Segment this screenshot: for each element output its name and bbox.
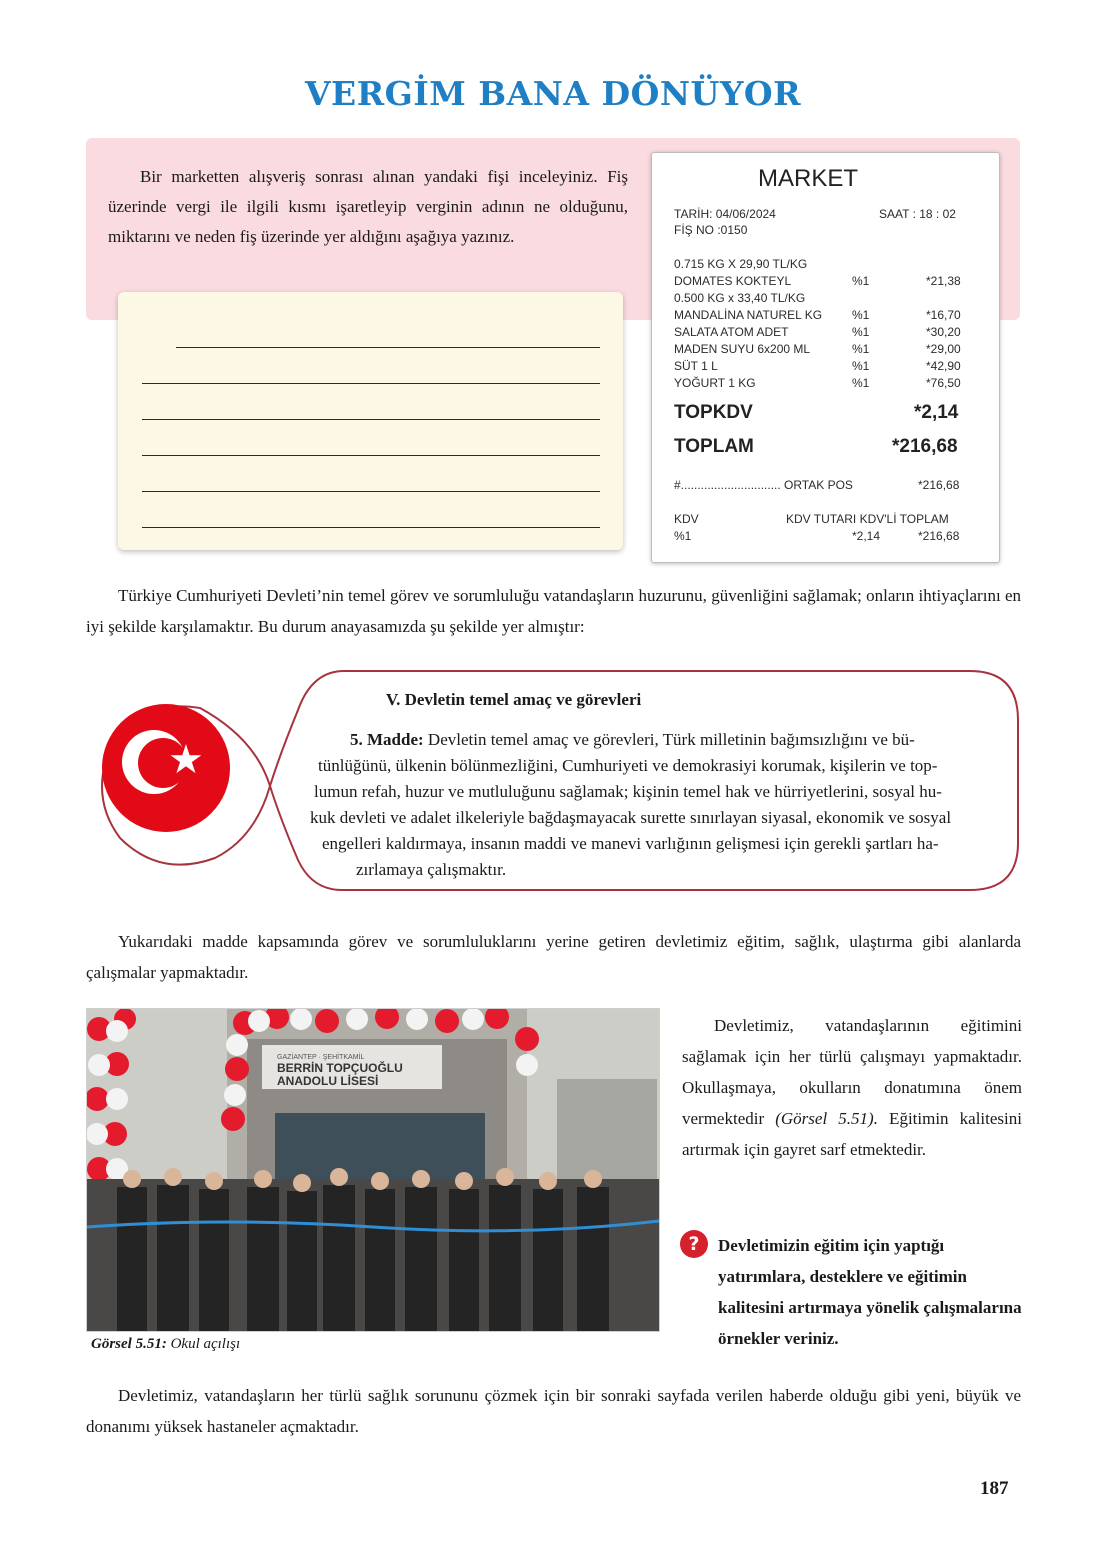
receipt-item-price: *42,90 (926, 359, 961, 373)
receipt (651, 152, 1000, 563)
receipt-item-vat: %1 (852, 359, 870, 373)
receipt-item-detail: 0.715 KG X 29,90 TL/KG (674, 257, 808, 271)
receipt-topkdv-value: *2,14 (914, 402, 959, 423)
education-text-after: Eğitimin kalitesini artırmak için gayret sarf etmektedir. (682, 1109, 1022, 1159)
receipt-kdv-header: KDV (674, 512, 699, 526)
receipt-item-price: *30,20 (926, 325, 961, 339)
article-line: tünlüğünü, ülkenin bölünmezliğini, Cumhuriyeti ve demokrasiyi korumak, kişilerin ve top- (318, 756, 938, 775)
paragraph-services (86, 926, 1021, 988)
receipt-kdv-total: *216,68 (918, 529, 960, 543)
receipt-item-name: SÜT 1 L (674, 359, 718, 373)
receipt-item-name: SALATA ATOM ADET (674, 325, 789, 339)
activity-instructions-text: Bir marketten alışveriş sonrası alınan yandaki fişi inceleyiniz. Fiş üzerinde vergi ile ilgili kısmı işaretleyip verginin adının ne olduğunu, miktarını ve neden fiş üzerinde yer aldığını aşağıya yazınız. (108, 167, 628, 246)
receipt-total-label: TOPLAM (674, 436, 754, 457)
education-paragraph-text (682, 1010, 1022, 1165)
answer-line[interactable] (142, 419, 600, 420)
article-line-text: Devletin temel amaç ve görevleri, Türk milletinin bağımsızlığını ve bü- (423, 730, 915, 749)
paragraph-health-text: Devletimiz, vatandaşların her türlü sağlık sorununu çözmek için bir sonraki sayfada verilen haberde olduğu gibi yeni, büyük ve donanımı yüksek hastaneler açmaktadır. (86, 1386, 1021, 1436)
receipt-item-name: DOMATES KOKTEYL (674, 274, 792, 288)
page-title: VERGİM BANA DÖNÜYOR (304, 74, 802, 113)
school-opening-photo (86, 1008, 660, 1332)
article-line: lumun refah, huzur ve mutluluğunu sağlamak; kişinin temel hak ve hürriyetlerini, sosyal hu- (314, 782, 942, 801)
receipt-pos-value: *216,68 (918, 478, 960, 492)
photo-sign-line1: BERRİN TOPÇUOĞLU (277, 1061, 403, 1075)
question-icon: ? (680, 1230, 708, 1258)
receipt-kdv-amount: *2,14 (852, 529, 881, 543)
paragraph-services-text: Yukarıdaki madde kapsamında görev ve sorumluluklarını yerine getiren devletimiz eğitim, sağlık, ulaştırma gibi alanlarda çalışmalar yapmaktadır. (86, 932, 1021, 982)
education-text-before: Devletimiz, vatandaşlarının eğitimini sağlamak için her türlü çalışmayı yapmaktadır. Okullaşmaya, okulların donatımına önem vermektedir (682, 1016, 1022, 1128)
receipt-item-price: *76,50 (926, 376, 961, 390)
article-line: engelleri kaldırmaya, insanın maddi ve manevi varlığının gelişmesi için gerekli şartları ha- (322, 834, 939, 853)
receipt-kdv-columns: KDV TUTARI KDV'Lİ TOPLAM (786, 512, 949, 526)
article-line: kuk devleti ve adalet ilkeleriyle bağdaşmayacak surette sınırlayan siyasal, ekonomik ve sosyal (310, 808, 952, 827)
photo-illustration (87, 1009, 659, 1331)
education-paragraph (682, 1010, 1022, 1165)
photo-sign-small: GAZİANTEP · ŞEHİTKAMİL (277, 1054, 365, 1061)
caption-label: Görsel 5.51: (91, 1336, 167, 1352)
answer-line[interactable] (142, 491, 600, 492)
receipt-total-value: *216,68 (892, 436, 958, 457)
paragraph-health (86, 1380, 1021, 1442)
answer-line[interactable] (142, 455, 600, 456)
receipt-item-name: MADEN SUYU 6x200 ML (674, 342, 811, 356)
receipt-item-vat: %1 (852, 274, 870, 288)
photo-sign-line2: ANADOLU LİSESİ (277, 1074, 379, 1088)
article-line (350, 727, 915, 753)
receipt-item-price: *21,38 (926, 274, 961, 288)
receipt-item-vat: %1 (852, 325, 870, 339)
photo-reference: (Görsel 5.51). (775, 1109, 878, 1128)
receipt-item-vat: %1 (852, 376, 870, 390)
receipt-topkdv-label: TOPKDV (674, 402, 753, 423)
article-heading: V. Devletin temel amaç ve görevleri (386, 690, 642, 709)
receipt-number: FİŞ NO :0150 (674, 223, 748, 237)
answer-line[interactable] (142, 527, 600, 528)
receipt-item-vat: %1 (852, 342, 870, 356)
paragraph-intro-text: Türkiye Cumhuriyeti Devleti’nin temel görev ve sorumluluğu vatandaşların huzurunu, güvenliğini sağlamak; onların ihtiyaçlarını en iyi şekilde karşılamaktır. Bu durum anayasamızda şu şekilde yer almıştır: (86, 586, 1021, 636)
page-number: 187 (980, 1478, 1009, 1499)
question-text: Devletimizin eğitim için yaptığı yatırımlara, desteklere ve eğitimin kalitesini artırmaya yönelik çalışmalarına örnekler veriniz. (718, 1236, 1022, 1348)
turkish-flag-icon (102, 704, 230, 832)
receipt-time: SAAT : 18 : 02 (879, 207, 956, 221)
receipt-item-vat: %1 (852, 308, 870, 322)
receipt-item-price: *16,70 (926, 308, 961, 322)
activity-instructions (108, 162, 628, 252)
photo-caption (91, 1336, 240, 1353)
receipt-store-name: MARKET (758, 165, 859, 192)
receipt-item-detail: 0.500 KG x 33,40 TL/KG (674, 291, 806, 305)
receipt-item-name: MANDALİNA NATUREL KG (674, 308, 823, 322)
receipt-date: TARİH: 04/06/2024 (674, 207, 776, 221)
caption-text: Okul açılışı (166, 1336, 241, 1352)
receipt-item-price: *29,00 (926, 342, 961, 356)
answer-line[interactable] (176, 347, 600, 348)
paragraph-intro (86, 580, 1021, 642)
flag-star-icon: ★ (168, 737, 204, 783)
article-label: 5. Madde: (350, 730, 424, 749)
answer-card[interactable] (118, 292, 623, 550)
receipt-kdv-rate: %1 (674, 529, 692, 543)
receipt-item-name: YOĞURT 1 KG (674, 376, 756, 390)
article-line: zırlamaya çalışmaktır. (356, 860, 507, 879)
receipt-pos-label: #.............................. ORTAK POS (674, 478, 853, 492)
answer-line[interactable] (142, 383, 600, 384)
